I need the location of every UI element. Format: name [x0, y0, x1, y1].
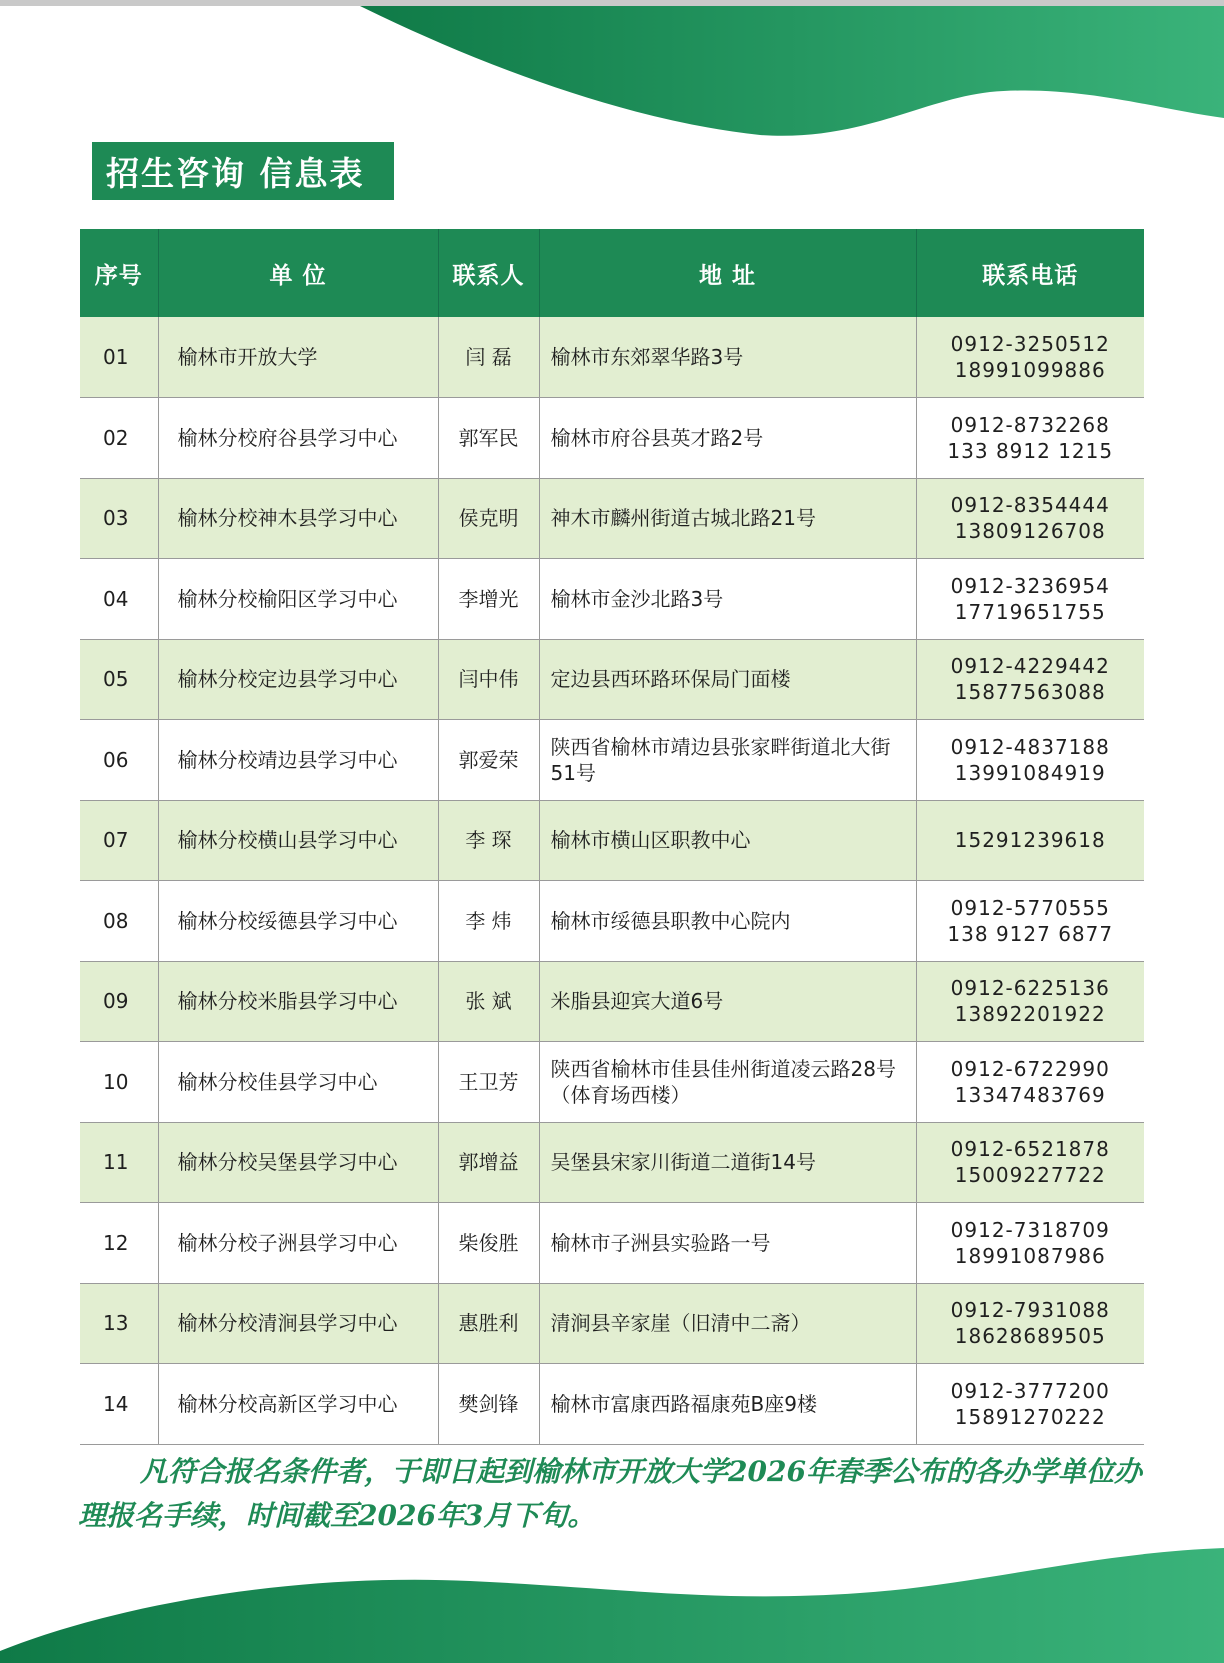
cell-unit: 榆林分校高新区学习中心 — [158, 1364, 438, 1445]
cell-address: 米脂县迎宾大道6号 — [539, 961, 916, 1042]
cell-unit: 榆林分校吴堡县学习中心 — [158, 1122, 438, 1203]
cell-no: 11 — [80, 1122, 158, 1203]
page-title: 招生咨询 信息表 — [92, 142, 394, 200]
cell-no: 01 — [80, 317, 158, 398]
cell-person: 闫 磊 — [438, 317, 539, 398]
cell-phone — [916, 478, 1144, 559]
phone-number: 0912-4229442 — [950, 654, 1110, 679]
table-row — [80, 317, 1144, 398]
cell-address: 榆林市横山区职教中心 — [539, 800, 916, 881]
table-row — [80, 720, 1144, 801]
phone-number: 138 9127 6877 — [947, 921, 1114, 946]
phone-number: 0912-5770555 — [950, 895, 1110, 920]
cell-address: 榆林市府谷县英才路2号 — [539, 398, 916, 479]
cell-address: 榆林市东郊翠华路3号 — [539, 317, 916, 398]
phone-number: 13809126708 — [954, 519, 1106, 544]
cell-address: 榆林市子洲县实验路一号 — [539, 1203, 916, 1284]
table-row — [80, 398, 1144, 479]
cell-phone — [916, 1122, 1144, 1203]
cell-unit: 榆林市开放大学 — [158, 317, 438, 398]
cell-person: 樊剑锋 — [438, 1364, 539, 1445]
phone-number: 0912-3250512 — [950, 332, 1110, 356]
cell-person: 王卫芳 — [438, 1042, 539, 1123]
table-row — [80, 800, 1144, 881]
phone-number: 0912-3777200 — [950, 1378, 1110, 1403]
phone-number: 17719651755 — [954, 599, 1106, 624]
enrollment-notice: 凡符合报名条件者，于即日起到榆林市开放大学2026年春季公布的各办学单位办理报名手续，时间截至2026年3月下旬。 — [78, 1455, 1142, 1532]
table-row — [80, 559, 1144, 640]
cell-person: 李 琛 — [438, 800, 539, 881]
cell-person: 柴俊胜 — [438, 1203, 539, 1284]
header-address: 地 址 — [539, 229, 916, 317]
cell-no: 13 — [80, 1283, 158, 1364]
bottom-wave-decoration — [0, 1533, 1224, 1663]
top-wave-decoration — [0, 0, 1224, 150]
cell-person: 郭增益 — [438, 1122, 539, 1203]
phone-number: 0912-6521878 — [950, 1137, 1110, 1162]
table-row — [80, 639, 1144, 720]
phone-number: 15009227722 — [954, 1163, 1106, 1188]
table-row — [80, 1203, 1144, 1284]
cell-phone — [916, 559, 1144, 640]
phone-number: 15877563088 — [954, 680, 1106, 705]
cell-address: 陕西省榆林市靖边县张家畔街道北大街51号 — [539, 720, 916, 801]
phone-number: 0912-6722990 — [950, 1056, 1110, 1081]
table-row — [80, 961, 1144, 1042]
cell-unit: 榆林分校府谷县学习中心 — [158, 398, 438, 479]
cell-no: 05 — [80, 639, 158, 720]
cell-person: 郭爱荣 — [438, 720, 539, 801]
cell-no: 09 — [80, 961, 158, 1042]
cell-phone — [916, 881, 1144, 962]
cell-phone — [916, 800, 1144, 881]
table-row — [80, 478, 1144, 559]
phone-number: 13892201922 — [954, 1002, 1106, 1027]
cell-no: 06 — [80, 720, 158, 801]
cell-address: 定边县西环路环保局门面楼 — [539, 639, 916, 720]
cell-phone — [916, 1203, 1144, 1284]
cell-no: 03 — [80, 478, 158, 559]
cell-no: 10 — [80, 1042, 158, 1123]
cell-phone — [916, 961, 1144, 1042]
cell-no: 12 — [80, 1203, 158, 1284]
info-table — [80, 229, 1144, 1445]
cell-unit: 榆林分校靖边县学习中心 — [158, 720, 438, 801]
phone-number: 13347483769 — [954, 1082, 1106, 1107]
cell-phone — [916, 1042, 1144, 1123]
cell-address: 吴堡县宋家川街道二道街14号 — [539, 1122, 916, 1203]
cell-unit: 榆林分校子洲县学习中心 — [158, 1203, 438, 1284]
cell-unit: 榆林分校佳县学习中心 — [158, 1042, 438, 1123]
cell-address: 陕西省榆林市佳县佳州街道凌云路28号（体育场西楼） — [539, 1042, 916, 1123]
header-person: 联系人 — [438, 229, 539, 317]
phone-number: 0912-8354444 — [950, 493, 1110, 518]
cell-no: 14 — [80, 1364, 158, 1445]
cell-unit: 榆林分校榆阳区学习中心 — [158, 559, 438, 640]
phone-number: 0912-8732268 — [950, 412, 1110, 437]
header-phone: 联系电话 — [916, 229, 1144, 317]
cell-address: 榆林市富康西路福康苑B座9楼 — [539, 1364, 916, 1445]
phone-number: 18991099886 — [954, 358, 1106, 382]
table-row — [80, 1042, 1144, 1123]
cell-person: 闫中伟 — [438, 639, 539, 720]
cell-no: 04 — [80, 559, 158, 640]
table-row — [80, 1283, 1144, 1364]
cell-unit: 榆林分校米脂县学习中心 — [158, 961, 438, 1042]
cell-person: 李 炜 — [438, 881, 539, 962]
phone-number: 15891270222 — [954, 1404, 1106, 1429]
cell-unit: 榆林分校定边县学习中心 — [158, 639, 438, 720]
phone-number: 0912-7931088 — [950, 1298, 1110, 1323]
phone-number: 0912-7318709 — [950, 1217, 1110, 1242]
table-row — [80, 881, 1144, 962]
phone-number: 0912-6225136 — [950, 976, 1110, 1001]
cell-phone — [916, 398, 1144, 479]
phone-number: 133 8912 1215 — [947, 438, 1114, 463]
cell-unit: 榆林分校神木县学习中心 — [158, 478, 438, 559]
cell-unit: 榆林分校横山县学习中心 — [158, 800, 438, 881]
phone-number: 0912-3236954 — [950, 573, 1110, 598]
cell-no: 02 — [80, 398, 158, 479]
cell-person: 李增光 — [438, 559, 539, 640]
phone-number: 18991087986 — [954, 1243, 1106, 1268]
table-header-row — [80, 229, 1144, 317]
cell-address: 清涧县辛家崖（旧清中二斋） — [539, 1283, 916, 1364]
cell-phone — [916, 317, 1144, 398]
phone-number: 0912-4837188 — [950, 734, 1110, 759]
cell-address: 榆林市金沙北路3号 — [539, 559, 916, 640]
phone-number: 18628689505 — [954, 1324, 1106, 1349]
cell-phone — [916, 1283, 1144, 1364]
cell-person: 惠胜利 — [438, 1283, 539, 1364]
cell-unit: 榆林分校清涧县学习中心 — [158, 1283, 438, 1364]
cell-phone — [916, 1364, 1144, 1445]
header-unit: 单 位 — [158, 229, 438, 317]
table-row — [80, 1122, 1144, 1203]
cell-person: 张 斌 — [438, 961, 539, 1042]
cell-phone — [916, 639, 1144, 720]
cell-no: 08 — [80, 881, 158, 962]
cell-phone — [916, 720, 1144, 801]
table-row — [80, 1364, 1144, 1445]
phone-number: 15291239618 — [954, 828, 1106, 853]
table-body — [80, 317, 1144, 1444]
cell-unit: 榆林分校绥德县学习中心 — [158, 881, 438, 962]
phone-number: 13991084919 — [954, 760, 1106, 785]
cell-person: 侯克明 — [438, 478, 539, 559]
cell-address: 榆林市绥德县职教中心院内 — [539, 881, 916, 962]
header-no: 序号 — [80, 229, 158, 317]
cell-person: 郭军民 — [438, 398, 539, 479]
cell-no: 07 — [80, 800, 158, 881]
cell-address: 神木市麟州街道古城北路21号 — [539, 478, 916, 559]
